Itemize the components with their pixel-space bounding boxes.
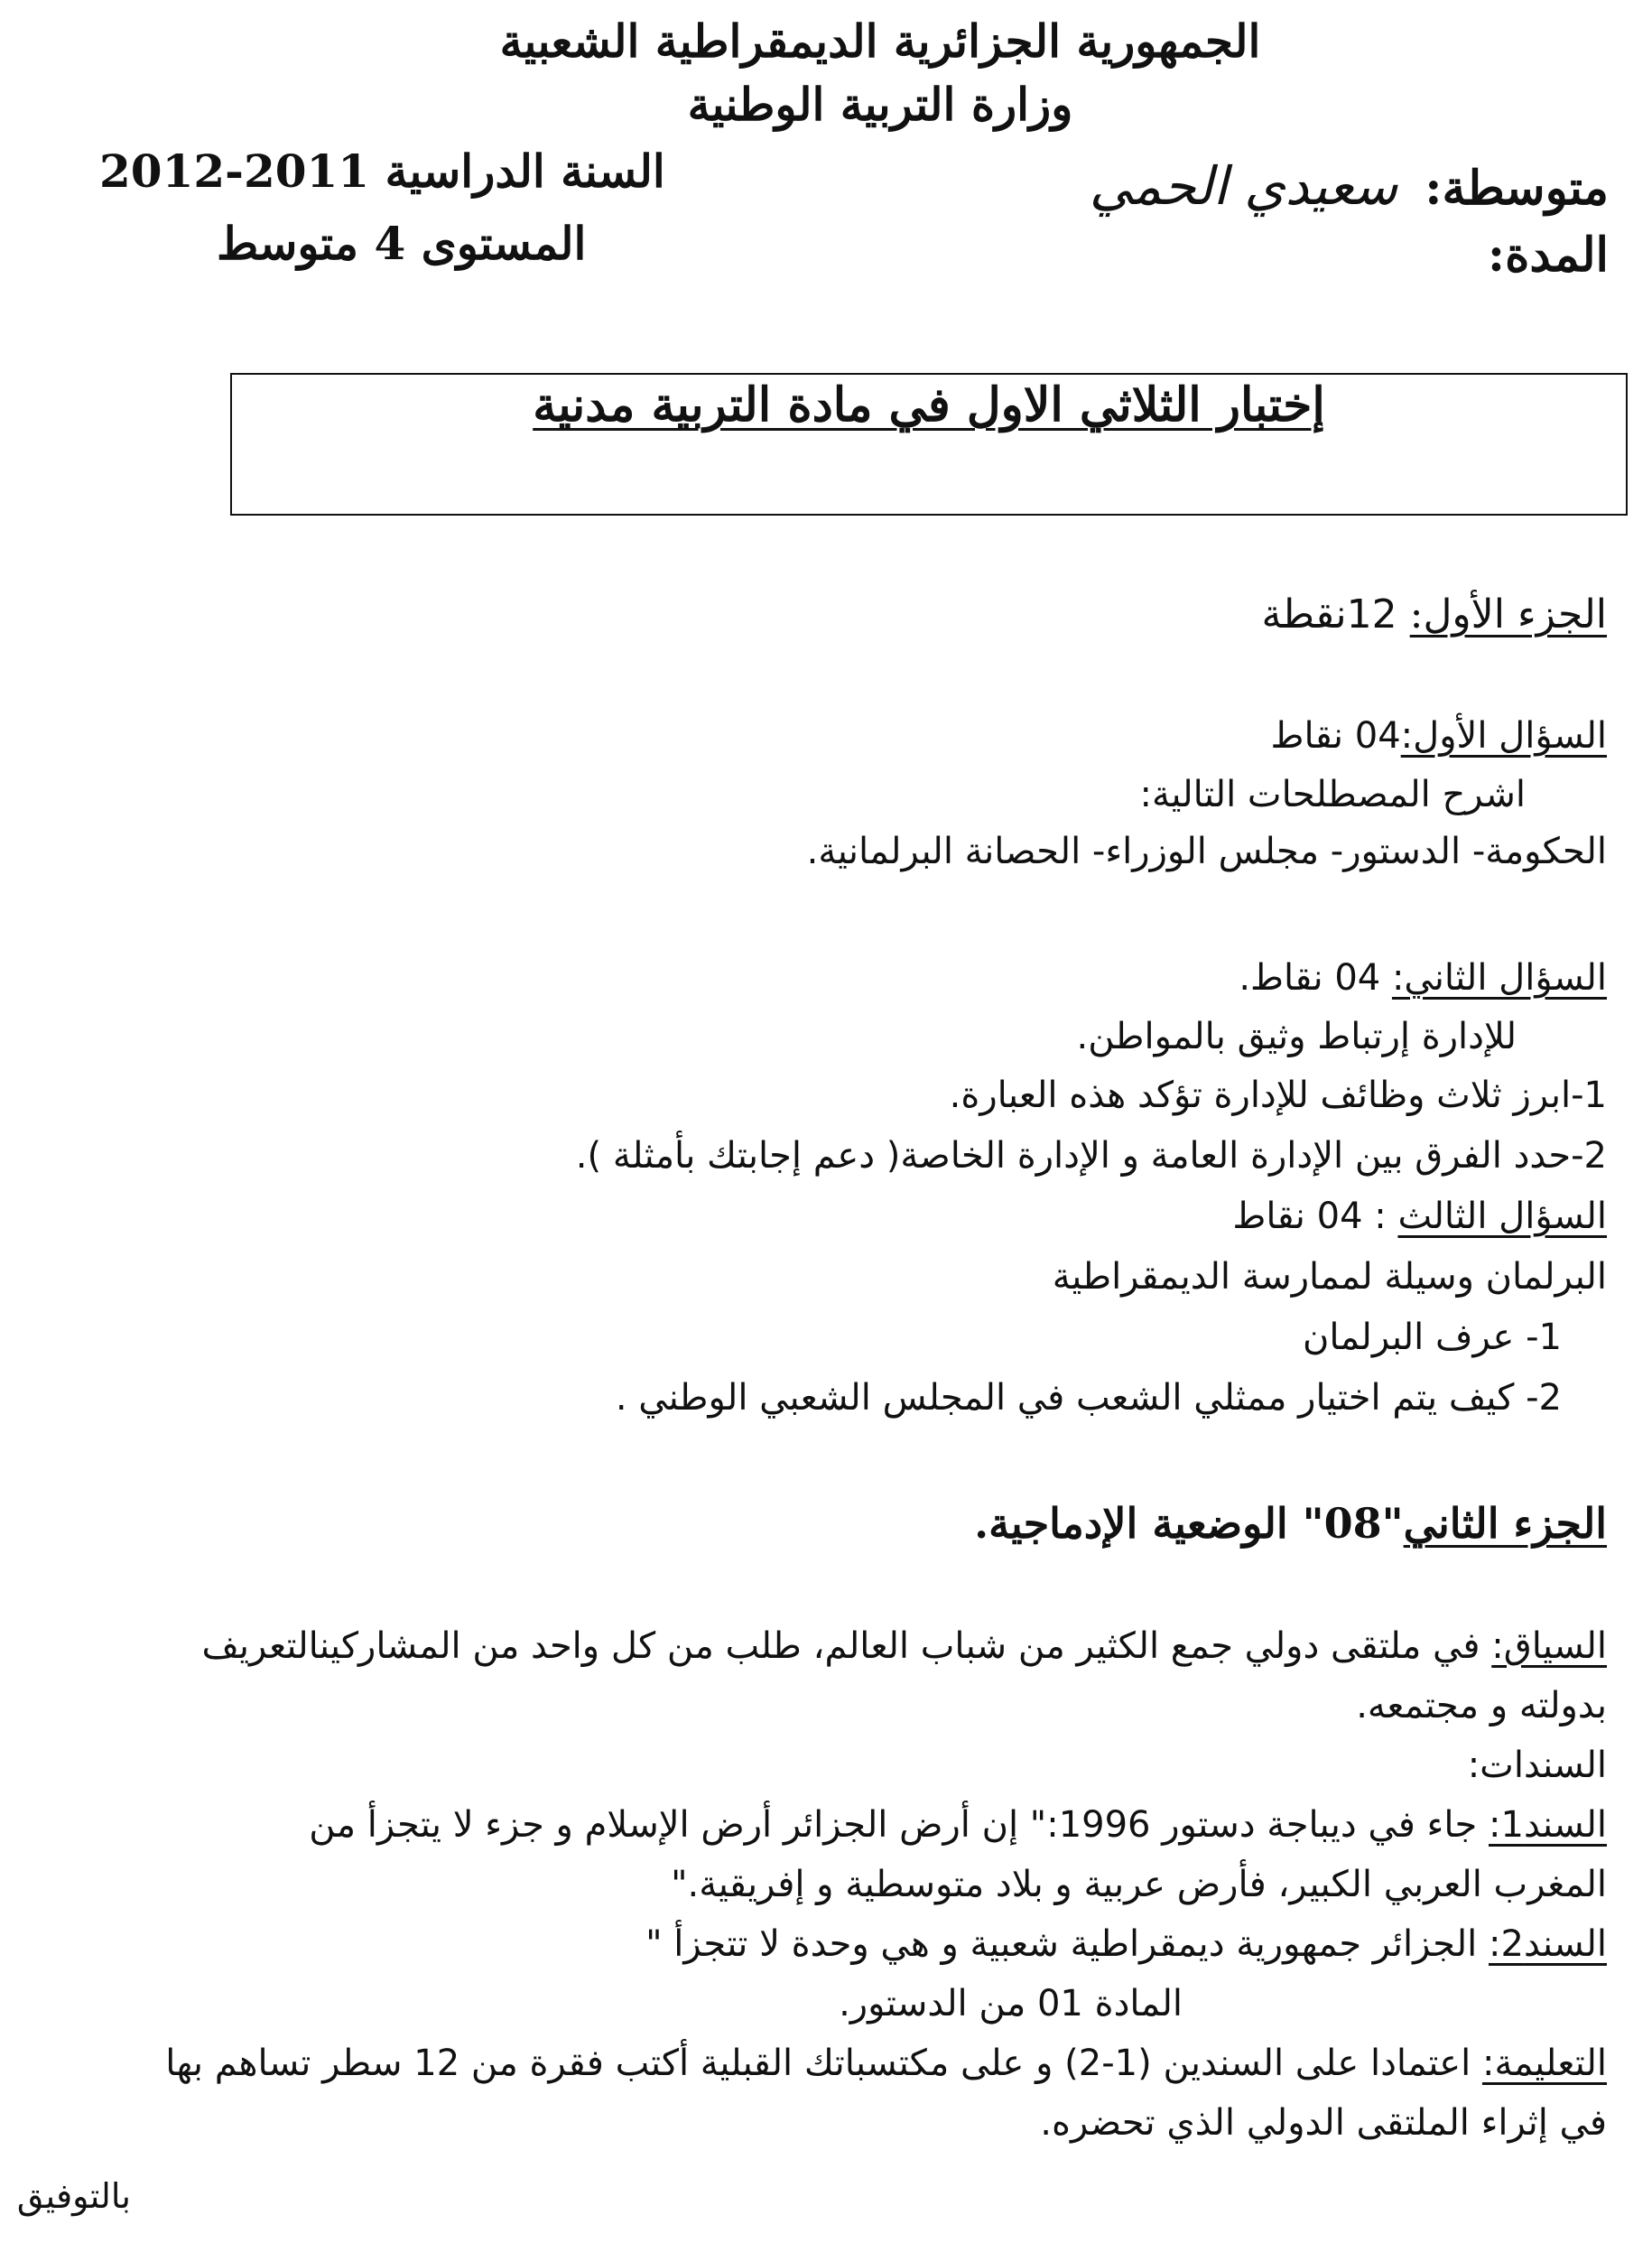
q1-instruction: اشرح المصطلحات التالية: [1139,774,1526,815]
context-label: السياق: [1491,1625,1607,1667]
republic-heading: الجمهورية الجزائرية الديمقراطية الشعبية [499,14,1261,68]
school-name-handwritten: سعيدي الحمي [1089,155,1398,217]
support1-line-1 [309,1804,1607,1846]
instruction-text-1: اعتمادا على السندين (1-2) و على مكتسباتك القبلية أكتب فقرة من 12 سطر تساهم بها [165,2043,1482,2084]
q2-points: 04 نقاط. [1239,957,1392,999]
school-year: السنة الدراسية 2011-2012 [99,144,665,198]
q1-heading [1271,715,1608,757]
q3-intro: البرلمان وسيلة لممارسة الديمقراطية [1052,1256,1607,1298]
context-text-1: في ملتقى دولي جمع الكثير من شباب العالم، طلب من كل واحد من المشاركينالتعريف [201,1625,1492,1667]
part2-heading [974,1499,1607,1548]
q3-item-1: 1- عرف البرلمان [1302,1317,1562,1358]
school-line [1090,155,1609,217]
q3-points: : 04 نقاط [1232,1196,1398,1237]
q1-points: 04 نقاط [1270,715,1401,757]
support2-label: السند2: [1489,1923,1607,1965]
support2-source: المادة 01 من الدستور. [839,1983,1183,2024]
part1-heading [1261,591,1607,638]
q1-terms: الحكومة- الدستور- مجلس الوزراء- الحصانة البرلمانية. [806,831,1607,872]
duration-label: المدة: [1487,228,1609,283]
context-line-2: بدولته و مجتمعه. [1356,1685,1607,1726]
exam-title [230,377,1628,433]
q3-heading [1232,1196,1607,1237]
ministry-heading: وزارة التربية الوطنية [687,78,1073,131]
q2-item-2: 2-حدد الفرق بين الإدارة العامة و الإدارة الخاصة( دعم إجابتك بأمثلة ). [575,1135,1607,1177]
instruction-line-2: في إثراء الملتقى الدولي الذي تحضره. [1040,2102,1607,2144]
supports-label: السندات: [1467,1745,1607,1786]
context-line-1 [202,1625,1608,1667]
support2-line [645,1923,1607,1965]
support1-label: السند1: [1489,1804,1607,1846]
q2-label: السؤال الثاني: [1391,957,1607,999]
school-label: متوسطة: [1425,161,1609,216]
q2-heading [1239,957,1607,999]
closing-wish: بالتوفيق [16,2176,131,2216]
q3-item-2: 2- كيف يتم اختيار ممثلي الشعب في المجلس الشعبي الوطني . [615,1377,1562,1419]
part2-rest: "08" الوضعية الإدماجية. [974,1499,1404,1548]
part1-label: الجزء الأول: [1409,591,1607,638]
q2-item-1: 1-ابرز ثلاث وظائف للإدارة تؤكد هذه العبارة. [949,1075,1607,1116]
instruction-label: التعليمة: [1481,2043,1607,2084]
q2-intro: للإدارة إرتباط وثيق بالمواطن. [1076,1016,1517,1057]
support2-text: الجزائر جمهورية ديمقراطية شعبية و هي وحدة لا تتجزأ " [645,1923,1489,1965]
part2-label: الجزء الثاني [1403,1499,1607,1548]
support1-line-2: المغرب العربي الكبير، فأرض عربية و بلاد متوسطية و إفريقية." [671,1864,1607,1905]
part1-points: 12نقطة [1261,591,1410,638]
instruction-line-1 [165,2043,1607,2084]
support1-text-1: جاء في ديباجة دستور 1996:" إن أرض الجزائر أرض الإسلام و جزء لا يتجزأ من [309,1804,1489,1846]
q3-label: السؤال الثالث [1397,1196,1607,1237]
class-level: المستوى 4 متوسط [217,217,587,270]
exam-title-text: إختبار الثلاثي الاول في مادة التربية مدنية [533,377,1325,433]
q1-label: السؤال الأول: [1400,715,1607,757]
